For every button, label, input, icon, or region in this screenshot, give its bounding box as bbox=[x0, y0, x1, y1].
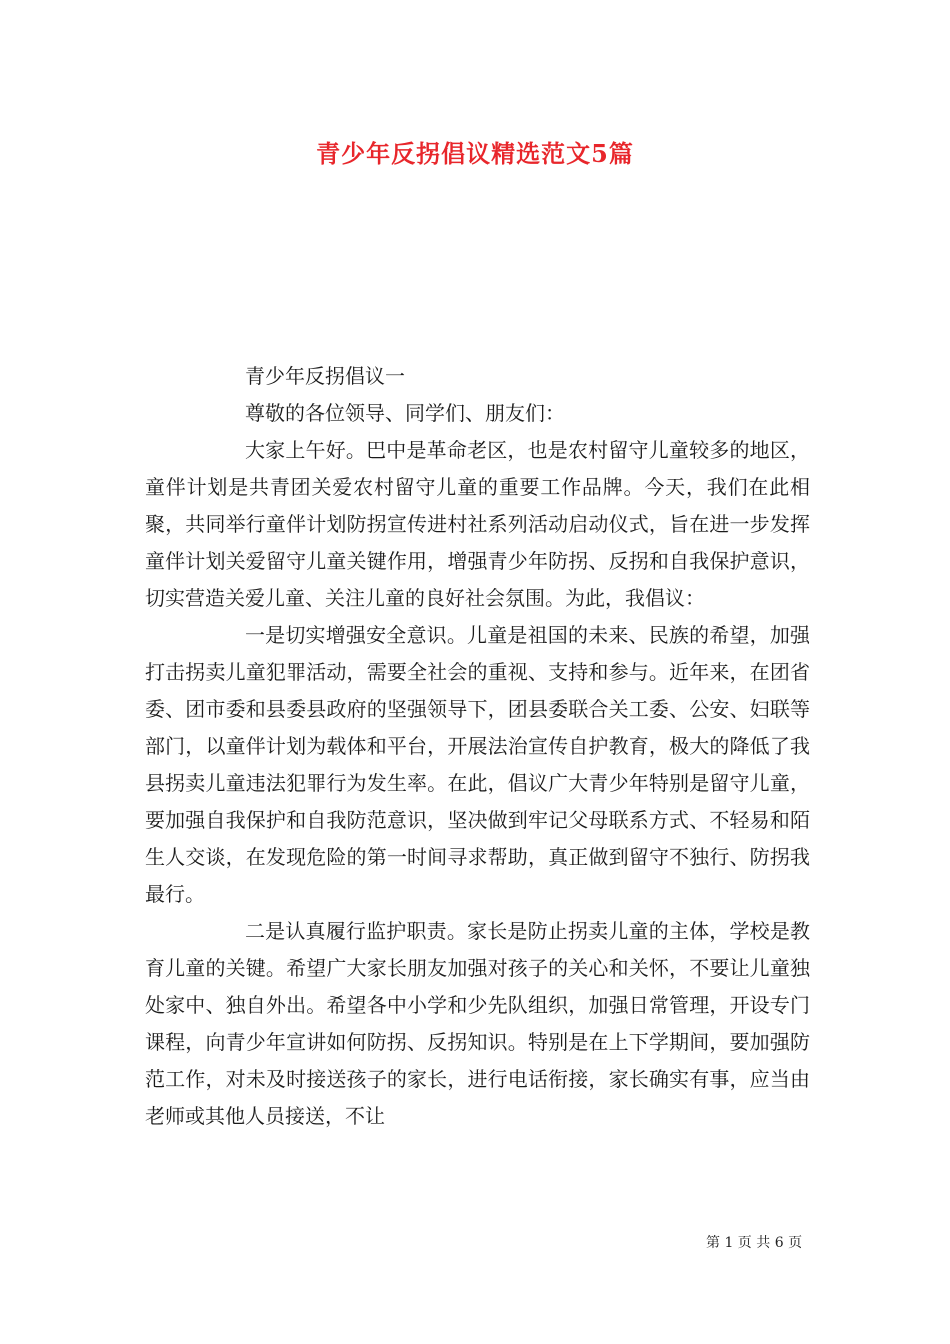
document-body bbox=[145, 358, 810, 1135]
salutation: 尊敬的各位领导、同学们、朋友们： bbox=[245, 401, 565, 425]
paragraph-point-one: 一是切实增强安全意识。儿童是祖国的未来、民族的希望，加强打击拐卖儿童犯罪活动，需要全社会的重视、支持和参与。近年来，在团省委、团市委和县委县政府的坚强领导下，团县委联合关工委、公安、妇联等部门，以童伴计划为载体和平台，开展法治宣传自护教育，极大的降低了我县拐卖儿童违法犯罪行为发生率。在此，倡议广大青少年特别是留守儿童，要加强自我保护和自我防范意识，坚决做到牢记父母联系方式、不轻易和陌生人交谈，在发现危险的第一时间寻求帮助，真正做到留守不独行、防拐我最行。 bbox=[145, 623, 810, 906]
paragraph-intro: 大家上午好。巴中是革命老区，也是农村留守儿童较多的地区，童伴计划是共青团关爱农村留守儿童的重要工作品牌。今天，我们在此相聚，共同举行童伴计划防拐宣传进村社系列活动启动仪式，旨在进一步发挥童伴计划关爱留守儿童关键作用，增强青少年防拐、反拐和自我保护意识，切实营造关爱儿童、关注儿童的良好社会氛围。为此，我倡议： bbox=[145, 438, 810, 610]
page-number-footer: 第 1 页 共 6 页 bbox=[706, 1235, 803, 1251]
document-title: 青少年反拐倡议精选范文5篇 bbox=[316, 139, 634, 168]
section-title: 青少年反拐倡议一 bbox=[245, 364, 405, 388]
paragraph-point-two: 二是认真履行监护职责。家长是防止拐卖儿童的主体，学校是教育儿童的关键。希望广大家长朋友加强对孩子的关心和关怀，不要让儿童独处家中、独自外出。希望各中小学和少先队组织，加强日常管理，开设专门课程，向青少年宣讲如何防拐、反拐知识。特别是在上下学期间，要加强防范工作，对未及时接送孩子的家长，进行电话衔接，家长确实有事，应当由老师或其他人员接送，不让 bbox=[145, 919, 810, 1128]
